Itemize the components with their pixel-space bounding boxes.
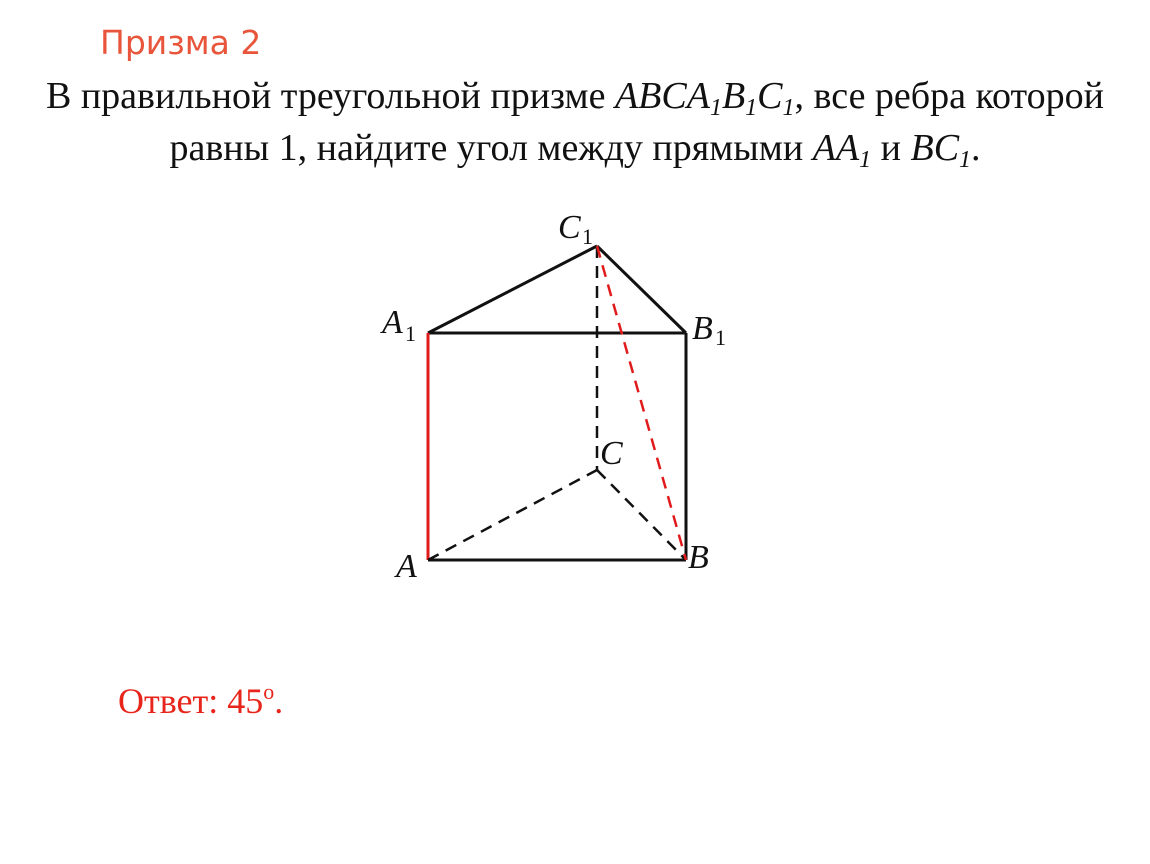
line-aa1: $AA_1$ (812, 127, 872, 173)
label-a1 (380, 304, 416, 346)
edge-a1-c1 (428, 246, 597, 333)
answer (118, 679, 284, 721)
answer-prefix: Ответ: (118, 681, 228, 721)
diagonal-b-c1-highlight (597, 246, 686, 560)
answer-period: . (274, 681, 284, 721)
svg-text:1: 1 (715, 325, 726, 350)
degree-sign: o (263, 679, 275, 704)
problem-text-continued: , все ребра которой (794, 75, 1104, 117)
conjunction: и (871, 127, 911, 169)
label-c1 (558, 209, 593, 249)
label-a: A (396, 548, 417, 585)
label-b1 (692, 310, 726, 350)
prism-name: $ABCA_1B_1C_1$ (614, 75, 795, 121)
svg-text:1: 1 (582, 224, 593, 249)
svg-text:C: C (558, 209, 581, 246)
answer-value: 45 (227, 681, 264, 721)
label-b: B (688, 539, 709, 576)
problem-text-start: В правильной треугольной призме (46, 75, 615, 117)
period: . (971, 127, 981, 169)
edge-c-b-hidden (597, 470, 686, 560)
svg-text:B: B (692, 310, 713, 347)
line-bc1: $BC_1$ (910, 127, 972, 173)
slide-title: Призма 2 (100, 23, 262, 62)
svg-text:1: 1 (405, 321, 416, 346)
svg-text:A: A (382, 304, 403, 341)
label-c: C (600, 435, 623, 472)
edge-a-c-hidden (428, 470, 597, 560)
problem-text-question: равны 1, найдите угол между прямыми (169, 127, 813, 169)
